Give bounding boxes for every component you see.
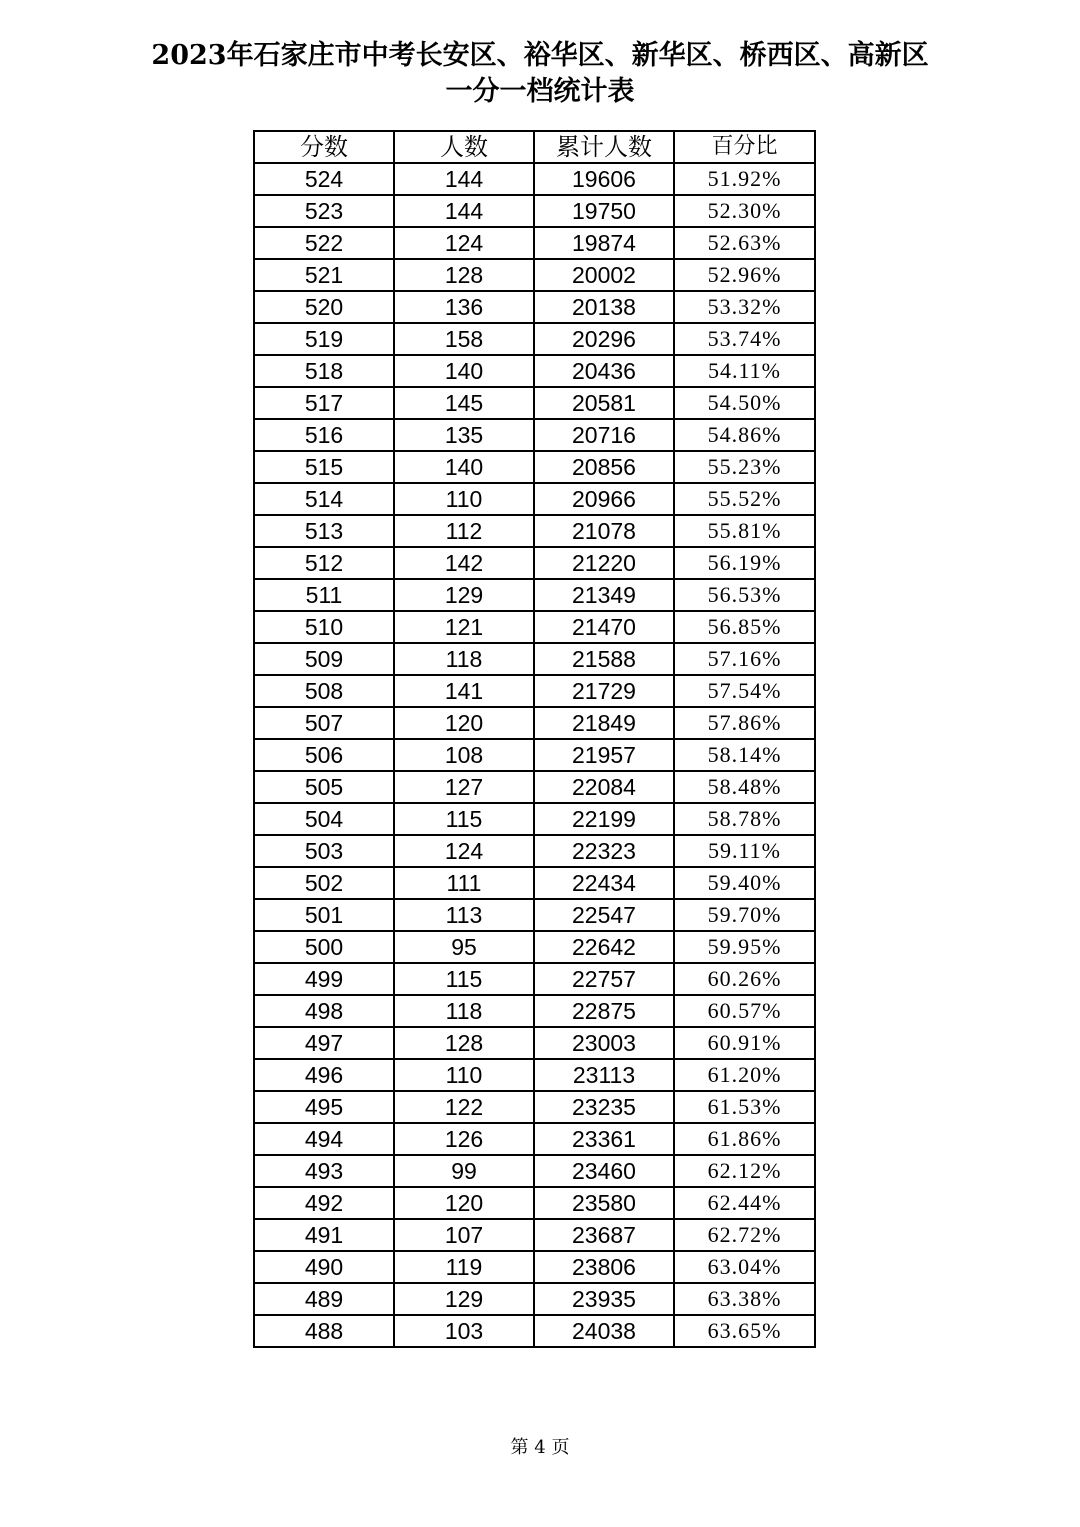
score-cell: 501	[254, 899, 394, 931]
percentage-cell: 53.74%	[674, 323, 815, 355]
score-cell: 498	[254, 995, 394, 1027]
score-cell: 514	[254, 483, 394, 515]
cumulative-cell: 20436	[534, 355, 674, 387]
table-row	[254, 227, 815, 259]
table-row	[254, 739, 815, 771]
score-cell: 516	[254, 419, 394, 451]
table-row	[254, 1187, 815, 1219]
score-cell: 502	[254, 867, 394, 899]
score-cell: 524	[254, 163, 394, 195]
table-row	[254, 835, 815, 867]
percentage-cell: 62.44%	[674, 1187, 815, 1219]
score-cell: 505	[254, 771, 394, 803]
count-cell: 111	[394, 867, 534, 899]
count-cell: 135	[394, 419, 534, 451]
cumulative-cell: 22757	[534, 963, 674, 995]
score-cell: 507	[254, 707, 394, 739]
count-cell: 113	[394, 899, 534, 931]
count-cell: 140	[394, 451, 534, 483]
score-cell: 496	[254, 1059, 394, 1091]
percentage-cell: 54.11%	[674, 355, 815, 387]
percentage-cell: 57.54%	[674, 675, 815, 707]
cumulative-cell: 20296	[534, 323, 674, 355]
score-cell: 508	[254, 675, 394, 707]
table-row	[254, 963, 815, 995]
cumulative-cell: 23003	[534, 1027, 674, 1059]
percentage-cell: 61.20%	[674, 1059, 815, 1091]
cumulative-cell: 20716	[534, 419, 674, 451]
score-cell: 493	[254, 1155, 394, 1187]
percentage-cell: 57.16%	[674, 643, 815, 675]
score-cell: 491	[254, 1219, 394, 1251]
count-cell: 107	[394, 1219, 534, 1251]
cumulative-cell: 23687	[534, 1219, 674, 1251]
count-cell: 124	[394, 835, 534, 867]
count-cell: 140	[394, 355, 534, 387]
cumulative-cell: 22875	[534, 995, 674, 1027]
score-cell: 520	[254, 291, 394, 323]
count-cell: 129	[394, 579, 534, 611]
score-cell: 488	[254, 1315, 394, 1347]
page-title: 2023年石家庄市中考长安区、裕华区、新华区、桥西区、高新区	[151, 40, 929, 71]
table-row	[254, 643, 815, 675]
percentage-cell: 51.92%	[674, 163, 815, 195]
cumulative-cell: 22199	[534, 803, 674, 835]
percentage-cell: 56.53%	[674, 579, 815, 611]
count-cell: 120	[394, 1187, 534, 1219]
table-row	[254, 355, 815, 387]
cumulative-cell: 23935	[534, 1283, 674, 1315]
count-cell: 115	[394, 803, 534, 835]
table-header-row	[254, 131, 815, 163]
table-body	[254, 163, 815, 1347]
cumulative-cell: 19874	[534, 227, 674, 259]
cumulative-cell: 23460	[534, 1155, 674, 1187]
percentage-cell: 59.95%	[674, 931, 815, 963]
score-cell: 490	[254, 1251, 394, 1283]
column-header-score: 分数	[254, 131, 394, 163]
percentage-cell: 62.12%	[674, 1155, 815, 1187]
percentage-cell: 52.63%	[674, 227, 815, 259]
table-row	[254, 995, 815, 1027]
percentage-cell: 59.70%	[674, 899, 815, 931]
count-cell: 145	[394, 387, 534, 419]
table-row	[254, 1027, 815, 1059]
count-cell: 127	[394, 771, 534, 803]
count-cell: 144	[394, 163, 534, 195]
score-cell: 494	[254, 1123, 394, 1155]
cumulative-cell: 22434	[534, 867, 674, 899]
count-cell: 112	[394, 515, 534, 547]
cumulative-cell: 22084	[534, 771, 674, 803]
percentage-cell: 55.23%	[674, 451, 815, 483]
score-cell: 495	[254, 1091, 394, 1123]
percentage-cell: 63.65%	[674, 1315, 815, 1347]
table-row	[254, 1059, 815, 1091]
cumulative-cell: 21957	[534, 739, 674, 771]
count-cell: 115	[394, 963, 534, 995]
percentage-cell: 59.40%	[674, 867, 815, 899]
count-cell: 95	[394, 931, 534, 963]
score-cell: 515	[254, 451, 394, 483]
cumulative-cell: 21349	[534, 579, 674, 611]
score-cell: 509	[254, 643, 394, 675]
percentage-cell: 60.91%	[674, 1027, 815, 1059]
cumulative-cell: 20138	[534, 291, 674, 323]
percentage-cell: 55.81%	[674, 515, 815, 547]
count-cell: 118	[394, 995, 534, 1027]
score-cell: 512	[254, 547, 394, 579]
count-cell: 128	[394, 1027, 534, 1059]
table-row	[254, 291, 815, 323]
table-row	[254, 419, 815, 451]
percentage-cell: 63.38%	[674, 1283, 815, 1315]
count-cell: 128	[394, 259, 534, 291]
cumulative-cell: 23361	[534, 1123, 674, 1155]
percentage-cell: 58.78%	[674, 803, 815, 835]
cumulative-cell: 23235	[534, 1091, 674, 1123]
percentage-cell: 62.72%	[674, 1219, 815, 1251]
count-cell: 144	[394, 195, 534, 227]
percentage-cell: 58.48%	[674, 771, 815, 803]
table-row	[254, 547, 815, 579]
cumulative-cell: 22642	[534, 931, 674, 963]
table-row	[254, 675, 815, 707]
count-cell: 136	[394, 291, 534, 323]
cumulative-cell: 21220	[534, 547, 674, 579]
score-cell: 492	[254, 1187, 394, 1219]
count-cell: 121	[394, 611, 534, 643]
percentage-cell: 54.86%	[674, 419, 815, 451]
percentage-cell: 52.30%	[674, 195, 815, 227]
count-cell: 110	[394, 483, 534, 515]
table-row	[254, 1251, 815, 1283]
percentage-cell: 54.50%	[674, 387, 815, 419]
page-subtitle: 一分一档统计表	[445, 76, 635, 107]
score-cell: 523	[254, 195, 394, 227]
column-header-cumulative: 累计人数	[534, 131, 674, 163]
percentage-cell: 60.57%	[674, 995, 815, 1027]
cumulative-cell: 23806	[534, 1251, 674, 1283]
score-cell: 518	[254, 355, 394, 387]
cumulative-cell: 23113	[534, 1059, 674, 1091]
cumulative-cell: 21849	[534, 707, 674, 739]
percentage-cell: 53.32%	[674, 291, 815, 323]
table-row	[254, 771, 815, 803]
table-row	[254, 163, 815, 195]
percentage-cell: 63.04%	[674, 1251, 815, 1283]
column-header-percentage: 百分比	[674, 131, 815, 163]
percentage-cell: 56.19%	[674, 547, 815, 579]
table-row	[254, 707, 815, 739]
score-cell: 504	[254, 803, 394, 835]
table-row	[254, 1123, 815, 1155]
percentage-cell: 61.53%	[674, 1091, 815, 1123]
cumulative-cell: 21588	[534, 643, 674, 675]
count-cell: 126	[394, 1123, 534, 1155]
score-cell: 517	[254, 387, 394, 419]
table-row	[254, 899, 815, 931]
column-header-count: 人数	[394, 131, 534, 163]
table-row	[254, 1155, 815, 1187]
table-row	[254, 931, 815, 963]
table-row	[254, 1283, 815, 1315]
table-row	[254, 259, 815, 291]
table-row	[254, 451, 815, 483]
score-cell: 506	[254, 739, 394, 771]
table-row	[254, 1091, 815, 1123]
table-row	[254, 1315, 815, 1347]
score-cell: 497	[254, 1027, 394, 1059]
score-cell: 511	[254, 579, 394, 611]
score-cell: 499	[254, 963, 394, 995]
score-cell: 521	[254, 259, 394, 291]
score-cell: 489	[254, 1283, 394, 1315]
table-row	[254, 515, 815, 547]
table-row	[254, 803, 815, 835]
percentage-cell: 57.86%	[674, 707, 815, 739]
cumulative-cell: 21729	[534, 675, 674, 707]
table-row	[254, 387, 815, 419]
score-cell: 510	[254, 611, 394, 643]
count-cell: 99	[394, 1155, 534, 1187]
cumulative-cell: 22547	[534, 899, 674, 931]
cumulative-cell: 20856	[534, 451, 674, 483]
count-cell: 120	[394, 707, 534, 739]
score-cell: 500	[254, 931, 394, 963]
cumulative-cell: 21470	[534, 611, 674, 643]
count-cell: 142	[394, 547, 534, 579]
table-row	[254, 1219, 815, 1251]
count-cell: 108	[394, 739, 534, 771]
table-row	[254, 579, 815, 611]
count-cell: 141	[394, 675, 534, 707]
count-cell: 119	[394, 1251, 534, 1283]
count-cell: 124	[394, 227, 534, 259]
percentage-cell: 61.86%	[674, 1123, 815, 1155]
count-cell: 110	[394, 1059, 534, 1091]
table-row	[254, 323, 815, 355]
percentage-cell: 58.14%	[674, 739, 815, 771]
score-cell: 522	[254, 227, 394, 259]
table-row	[254, 195, 815, 227]
cumulative-cell: 24038	[534, 1315, 674, 1347]
percentage-cell: 60.26%	[674, 963, 815, 995]
cumulative-cell: 20966	[534, 483, 674, 515]
count-cell: 158	[394, 323, 534, 355]
count-cell: 129	[394, 1283, 534, 1315]
percentage-cell: 56.85%	[674, 611, 815, 643]
percentage-cell: 52.96%	[674, 259, 815, 291]
score-cell: 503	[254, 835, 394, 867]
cumulative-cell: 19606	[534, 163, 674, 195]
cumulative-cell: 20002	[534, 259, 674, 291]
score-cell: 513	[254, 515, 394, 547]
count-cell: 118	[394, 643, 534, 675]
percentage-cell: 55.52%	[674, 483, 815, 515]
cumulative-cell: 23580	[534, 1187, 674, 1219]
count-cell: 103	[394, 1315, 534, 1347]
cumulative-cell: 19750	[534, 195, 674, 227]
cumulative-cell: 21078	[534, 515, 674, 547]
table-row	[254, 867, 815, 899]
percentage-cell: 59.11%	[674, 835, 815, 867]
page-number: 第 4 页	[510, 1437, 570, 1458]
score-cell: 519	[254, 323, 394, 355]
cumulative-cell: 20581	[534, 387, 674, 419]
cumulative-cell: 22323	[534, 835, 674, 867]
score-distribution-table	[253, 130, 816, 1348]
count-cell: 122	[394, 1091, 534, 1123]
table-row	[254, 483, 815, 515]
table-row	[254, 611, 815, 643]
